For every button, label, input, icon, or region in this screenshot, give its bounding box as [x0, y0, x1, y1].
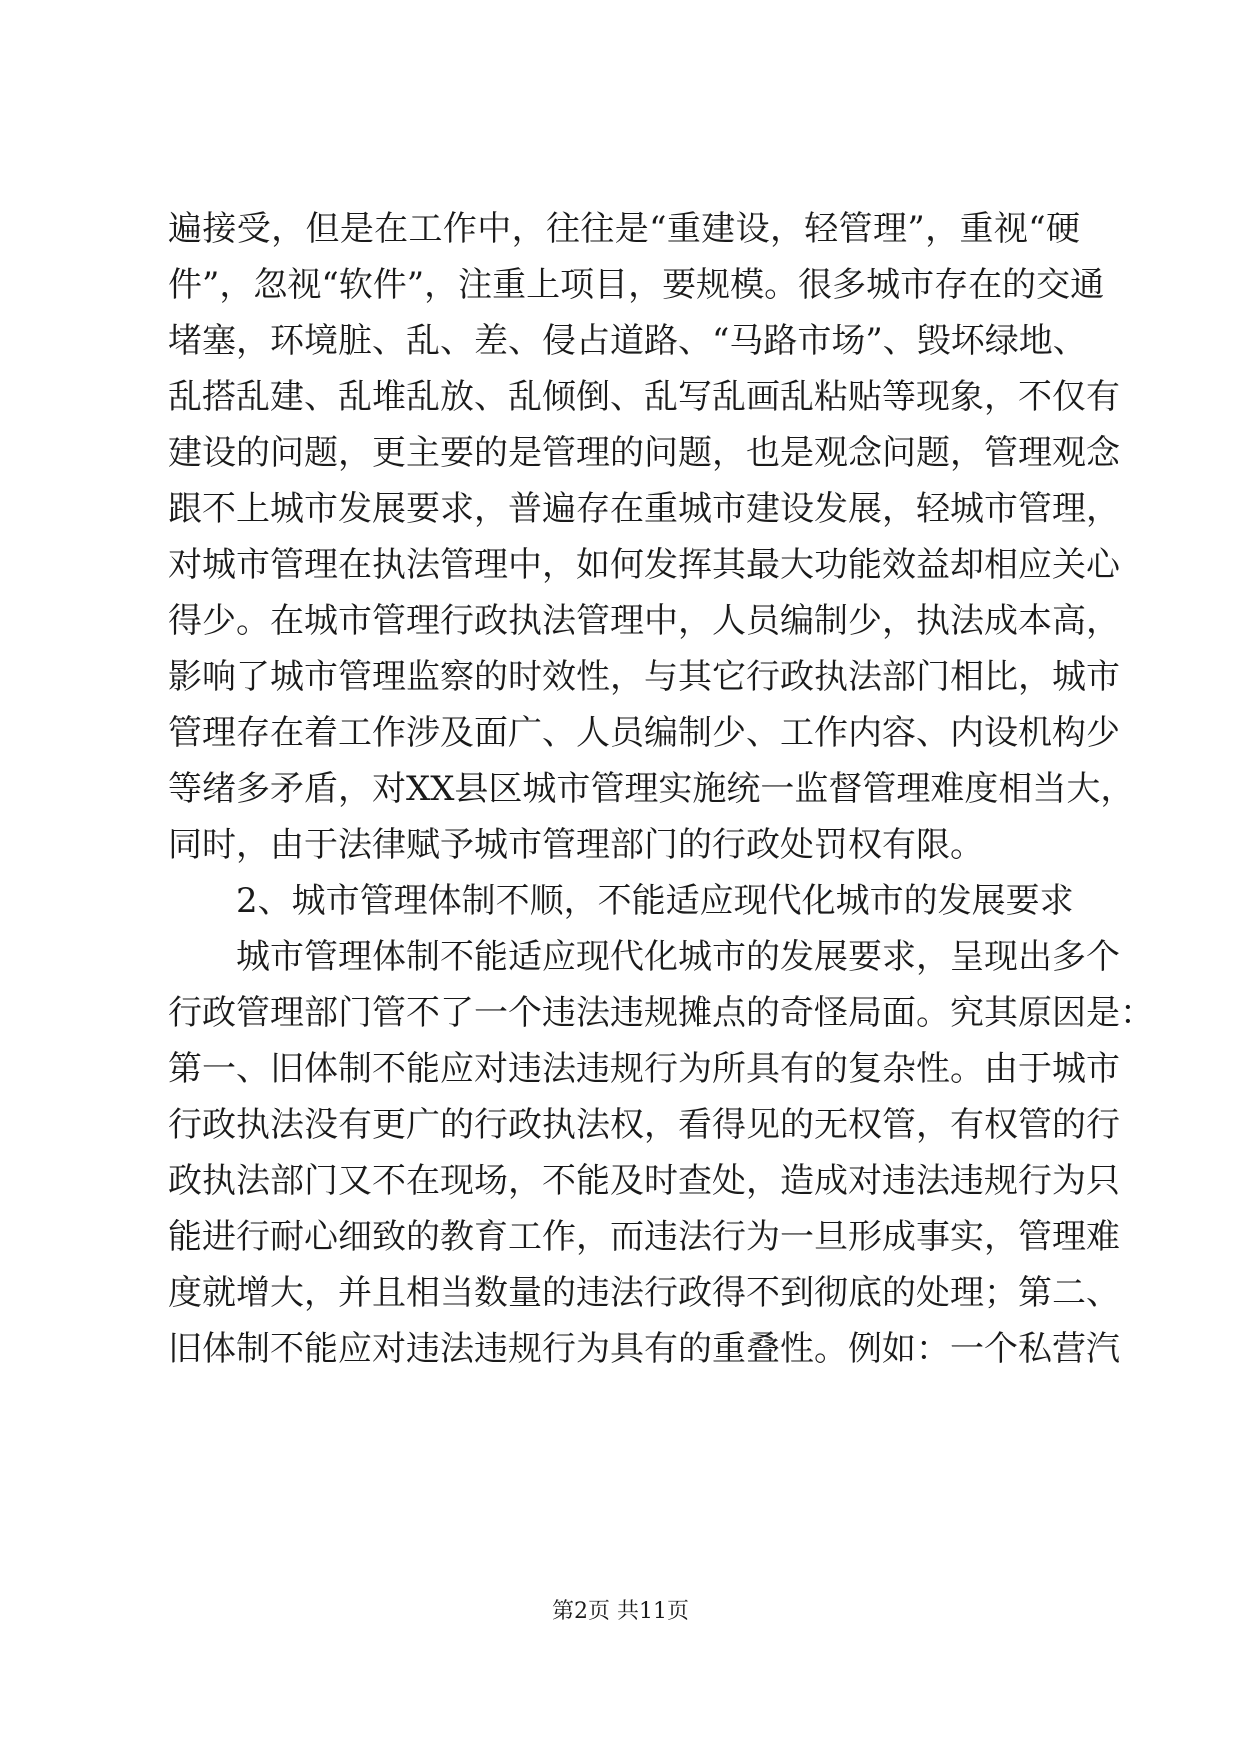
body-line: 影响了城市管理监察的时效性，与其它行政执法部门相比，城市 — [168, 657, 1120, 697]
body-line: 堵塞，环境脏、乱、差、侵占道路、“马路市场”、毁坏绿地、 — [168, 321, 1087, 361]
body-line: 得少。在城市管理行政执法管理中，人员编制少，执法成本高， — [168, 601, 1120, 641]
body-line: 件”，忽视“软件”，注重上项目，要规模。很多城市存在的交通 — [168, 265, 1105, 305]
body-line: 乱搭乱建、乱堆乱放、乱倾倒、乱写乱画乱粘贴等现象，不仅有 — [168, 377, 1120, 417]
body-line: 能进行耐心细致的教育工作，而违法行为一旦形成事实，管理难 — [168, 1217, 1120, 1257]
body-line: 第一、旧体制不能应对违法违规行为所具有的复杂性。由于城市 — [168, 1049, 1120, 1089]
body-line: 等绪多矛盾，对XX县区城市管理实施统一监督管理难度相当大， — [168, 769, 1135, 809]
section-heading: 2、城市管理体制不顺，不能适应现代化城市的发展要求 — [236, 881, 1074, 921]
body-line: 行政管理部门管不了一个违法违规摊点的奇怪局面。究其原因是： — [168, 993, 1154, 1033]
body-line: 政执法部门又不在现场，不能及时查处，造成对违法违规行为只 — [168, 1161, 1120, 1201]
page-footer: 第2页 共11页 — [552, 1599, 689, 1624]
body-line: 建设的问题，更主要的是管理的问题，也是观念问题，管理观念 — [168, 433, 1120, 473]
body-line: 同时，由于法律赋予城市管理部门的行政处罚权有限。 — [168, 825, 984, 865]
body-line: 遍接受，但是在工作中，往往是“重建设，轻管理”，重视“硬 — [168, 209, 1080, 249]
body-line: 对城市管理在执法管理中，如何发挥其最大功能效益却相应关心 — [168, 545, 1120, 585]
body-line: 城市管理体制不能适应现代化城市的发展要求，呈现出多个 — [236, 937, 1120, 977]
body-line: 行政执法没有更广的行政执法权，看得见的无权管，有权管的行 — [168, 1105, 1120, 1145]
body-line: 管理存在着工作涉及面广、人员编制少、工作内容、内设机构少 — [168, 713, 1120, 753]
body-line: 旧体制不能应对违法违规行为具有的重叠性。例如：一个私营汽 — [168, 1329, 1120, 1369]
body-line: 度就增大，并且相当数量的违法行政得不到彻底的处理；第二、 — [168, 1273, 1120, 1313]
body-line: 跟不上城市发展要求，普遍存在重城市建设发展，轻城市管理， — [168, 489, 1120, 529]
